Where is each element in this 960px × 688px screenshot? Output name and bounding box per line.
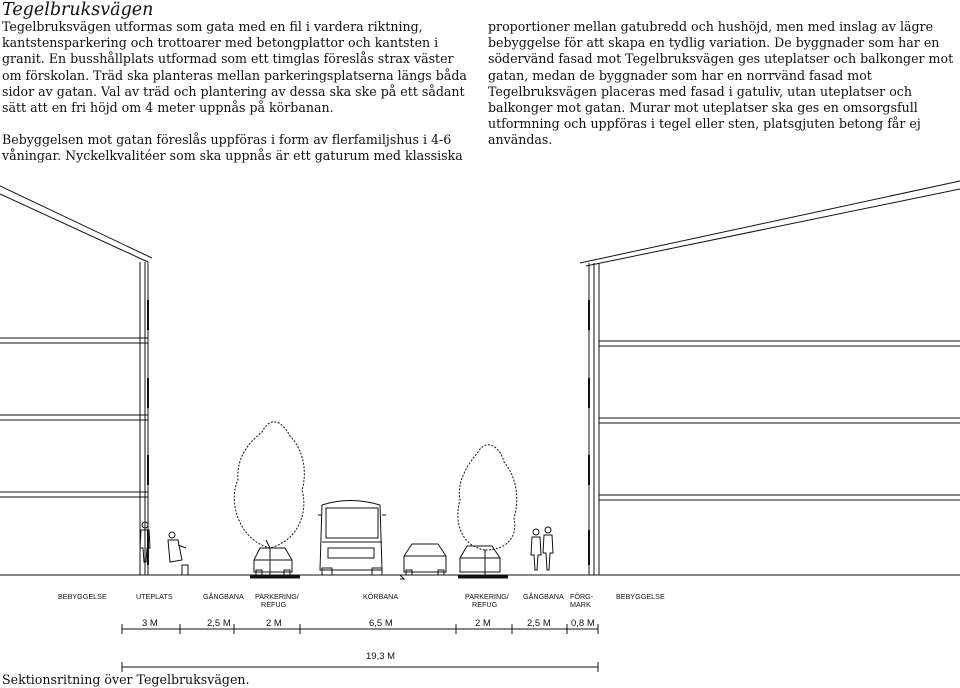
figure-caption: Sektionsritning över Tegelbruksvägen.	[2, 672, 250, 687]
zone-label-parkering-right: PARKERING/	[465, 592, 509, 601]
person-with-pram	[168, 532, 186, 562]
zone-labels	[58, 592, 665, 609]
dimension-forgmark: 0,8 M	[571, 618, 595, 629]
dimension-parkering-right: 2 M	[475, 618, 491, 629]
zone-label-bebyggelse-left: BEBYGGELSE	[58, 592, 107, 601]
car-left	[254, 548, 292, 575]
dimension-gangbana-left: 2,5 M	[207, 618, 231, 629]
dimension-gangbana-right: 2,5 M	[527, 618, 551, 629]
dimension-lines	[122, 624, 598, 672]
bus	[318, 501, 386, 576]
zone-label-gangbana-right: GÅNGBANA	[523, 592, 564, 601]
right-building	[580, 181, 960, 575]
zone-label-uteplats: UTEPLATS	[136, 592, 173, 601]
zone-label-bebyggelse-right: BEBYGGELSE	[616, 592, 665, 601]
zone-label-gangbana-left: GÅNGBANA	[203, 592, 244, 601]
car-right	[460, 546, 500, 572]
people-right	[531, 527, 553, 570]
paragraph-proportions: proportioner mellan gatubredd och hushöjd, men med inslag av lägre bebyggelse för att skapa en tydlig variation. De byggnader som har en södervänd fasad mot Tegelbruksvägen ges uteplatser och balkonger mot gatan, medan de byggnader som har en norrvänd fasad mot Tegelbruksvägen placeras med fasad i gatuliv, utan uteplatser och balkonger mot gatan. Murar mot uteplatser ska ges en omsorgsfull utformning och uppföras i tegel eller sten, platsgjuten betong får ej användas.	[488, 19, 954, 148]
zone-label-parkering-left: PARKERING/	[255, 592, 299, 601]
zone-label-korbana: KÖRBANA	[363, 592, 399, 601]
dimension-texts	[142, 618, 595, 662]
dimension-korbana: 6,5 M	[369, 618, 393, 629]
ground-profile	[148, 565, 589, 579]
zone-label-forgmark-2: MARK	[570, 600, 591, 609]
zone-label-forgmark: FÖRG-	[570, 592, 594, 601]
page-title: Tegelbruksvägen	[2, 0, 154, 20]
tree-right	[458, 445, 517, 575]
dimension-total: 19,3 M	[366, 651, 396, 662]
zone-label-refug-left: REFUG	[261, 600, 287, 609]
car-center	[404, 544, 446, 575]
zone-label-refug-right: REFUG	[472, 600, 498, 609]
tree-left	[234, 422, 304, 575]
dimension-parkering-left: 2 M	[266, 618, 282, 629]
paragraph-street-design: Tegelbruksvägen utformas som gata med en fil i vardera riktning, kantstensparkering och trottoarer med betongplattor och kantsten i granit. En busshållplats utformad som ett timglas föreslås strax väster om förskolan. Träd ska planteras mellan parkeringsplatserna längs båda sidor av gatan. Val av träd och plantering av dessa ska ske på ett sådant sätt att en fri höjd om 4 meter uppnås på körbanan.	[2, 19, 467, 116]
left-building	[0, 186, 180, 575]
paragraph-buildings: Bebyggelsen mot gatan föreslås uppföras i form av flerfamiljshus i 4-6 våningar. Nyckelkvalitéer som ska uppnås är ett gaturum med klassiska	[2, 132, 463, 164]
dimension-uteplats: 3 M	[142, 618, 158, 629]
